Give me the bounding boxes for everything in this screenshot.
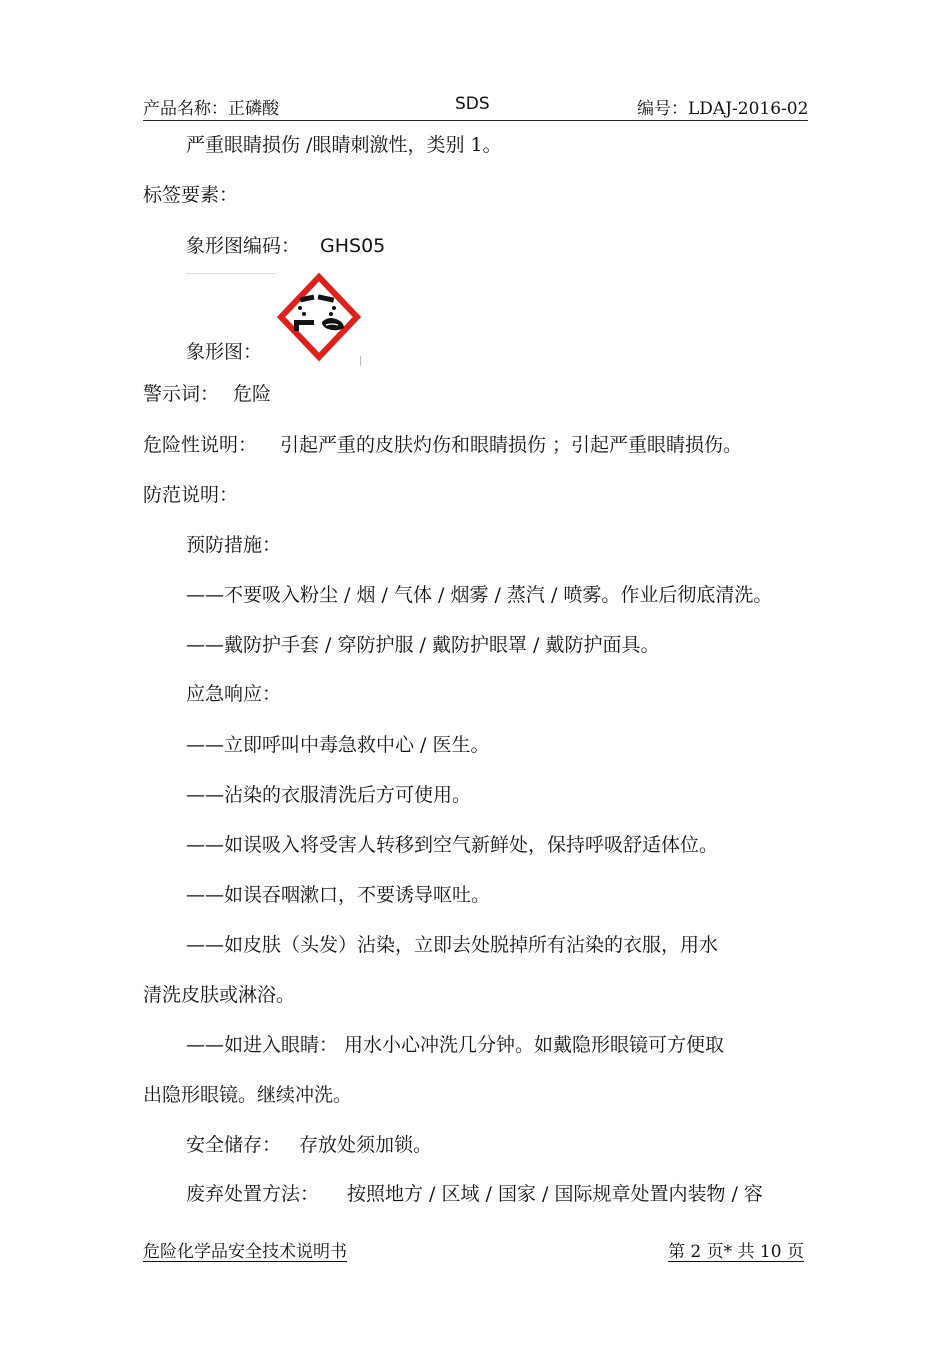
- footer-page-number: 第 2 页* 共 10 页: [668, 1242, 804, 1262]
- hazard-class-line: 严重眼睛损伤 /眼睛刺激性，类别 1。: [186, 134, 502, 156]
- prevention-heading: 预防措施：: [186, 534, 282, 556]
- prevention-item: ——戴防护手套 / 穿防护服 / 戴防护眼罩 / 戴防护面具。: [186, 634, 660, 656]
- storage-value: 存放处须加锁。: [299, 1134, 433, 1156]
- storage-label: 安全储存：: [186, 1134, 282, 1156]
- label-elements-heading: 标签要素：: [143, 184, 239, 206]
- response-heading: 应急响应：: [186, 683, 282, 705]
- hazard-statement-value: 引起严重的皮肤灼伤和眼睛损伤 ；引起严重眼睛损伤。: [280, 434, 743, 456]
- response-item: ——沾染的衣服清洗后方可使用。: [186, 784, 472, 806]
- signal-word-label: 警示词：: [143, 383, 220, 405]
- header-rule: [143, 120, 808, 121]
- response-item: ——如误吸入将受害人转移到空气新鲜处，保持呼吸舒适体位。: [186, 834, 719, 856]
- footer-title: 危险化学品安全技术说明书: [143, 1242, 347, 1262]
- ghs05-corrosion-icon: [276, 272, 362, 362]
- response-item-continued: 出隐形眼镜。继续冲洗。: [143, 1084, 353, 1106]
- header-doc-code: 编号：LDAJ-2016-02: [637, 99, 809, 119]
- header-doc-type: SDS: [455, 94, 490, 114]
- precaution-heading: 防范说明：: [143, 484, 239, 506]
- response-item: ——如进入眼睛： 用水小心冲洗几分钟。如戴隐形眼镜可方便取: [186, 1034, 725, 1056]
- divider: [360, 356, 361, 366]
- pictogram-code-value: GHS05: [320, 235, 386, 257]
- response-item: ——立即呼叫中毒急救中心 / 医生。: [186, 734, 490, 756]
- disposal-label: 废弃处置方法：: [186, 1183, 320, 1205]
- prevention-item: ——不要吸入粉尘 / 烟 / 气体 / 烟雾 / 蒸汽 / 喷雾。作业后彻底清洗。: [186, 584, 773, 606]
- disposal-value: 按照地方 / 区域 / 国家 / 国际规章处置内装物 / 容: [347, 1183, 763, 1205]
- response-item: ——如皮肤（头发）沾染，立即去处脱掉所有沾染的衣服，用水: [186, 934, 719, 956]
- divider: [186, 273, 276, 274]
- response-item: ——如误吞咽漱口，不要诱导呕吐。: [186, 884, 491, 906]
- signal-word-value: 危险: [233, 383, 272, 405]
- response-item-continued: 清洗皮肤或淋浴。: [143, 984, 296, 1006]
- pictogram-code-label: 象形图编码：: [186, 235, 301, 257]
- pictogram-label: 象形图：: [186, 341, 263, 363]
- header-product-name: 产品名称：正磷酸: [143, 99, 279, 119]
- hazard-statement-label: 危险性说明：: [143, 434, 258, 456]
